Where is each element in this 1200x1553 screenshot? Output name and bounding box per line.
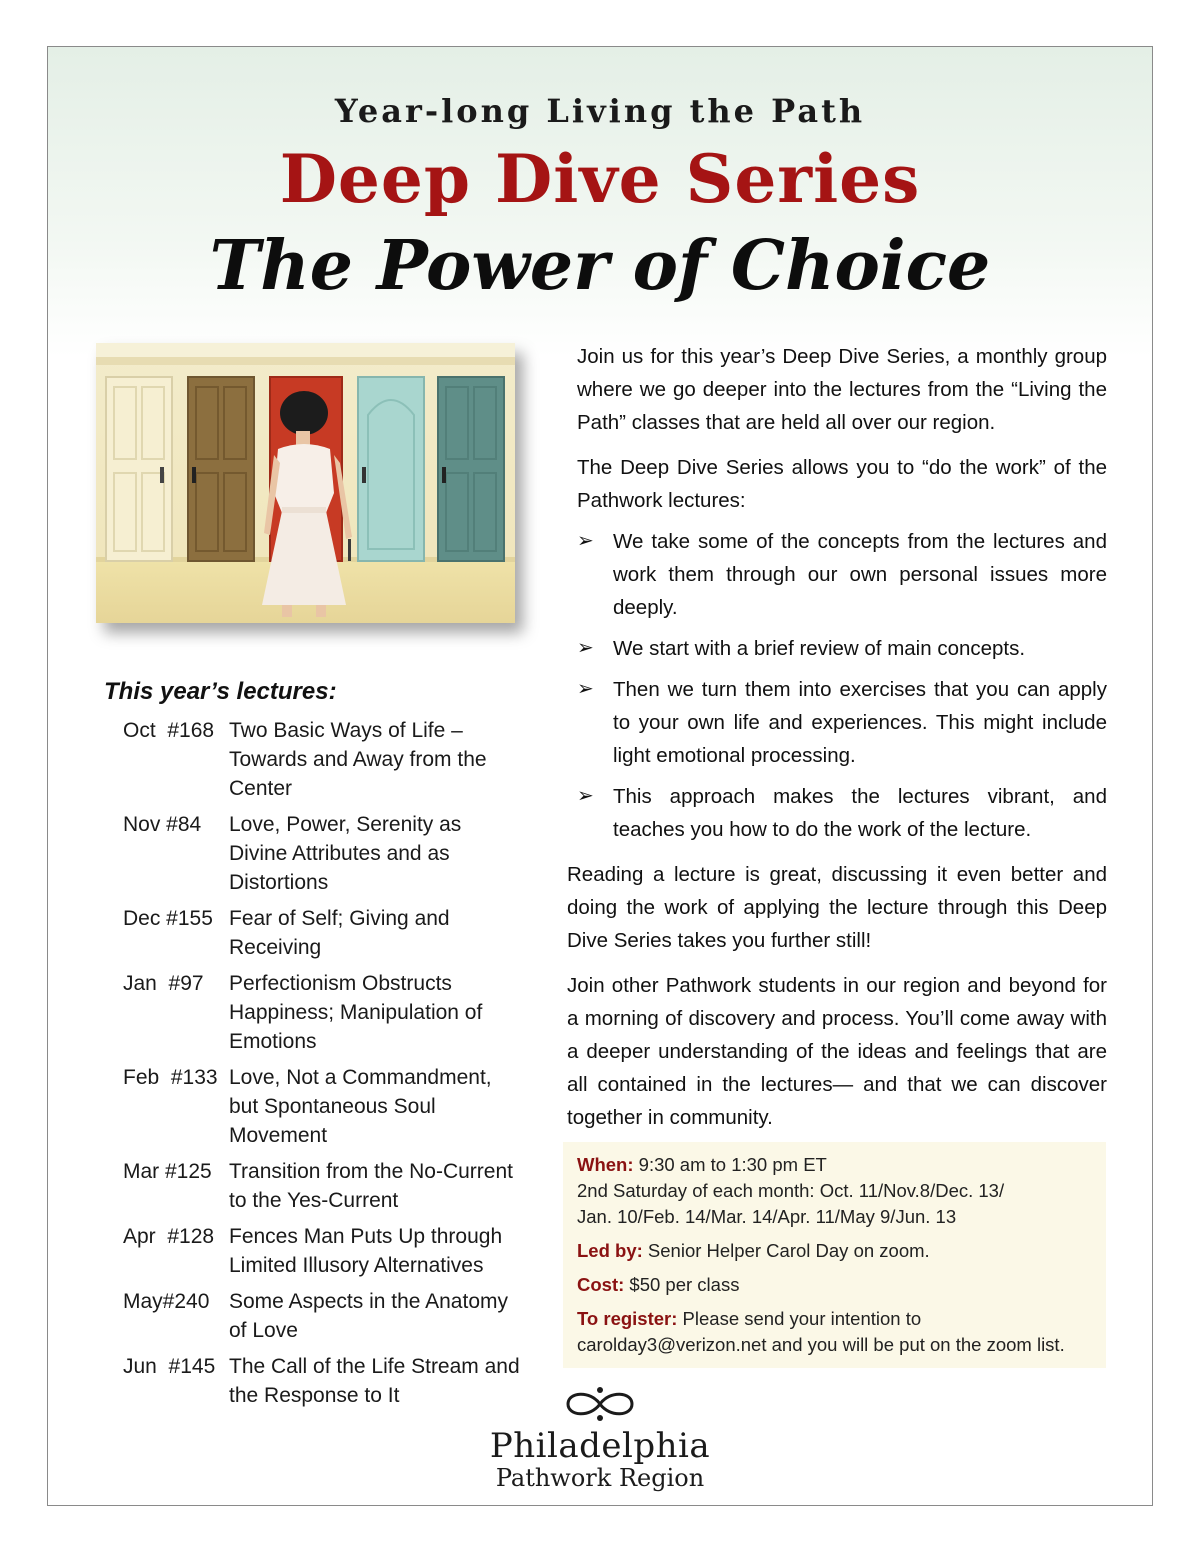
lecture-title: Two Basic Ways of Life – Towards and Away from the Center [229, 719, 487, 800]
lecture-code: Oct #168 [123, 719, 215, 742]
intro-paragraph: Join us for this year’s Deep Dive Series, a monthly group where we go deeper into the lectures from the “Living the Path” classes that are held all over our region. [577, 345, 1107, 434]
bullet-item [577, 632, 1107, 665]
lecture-item [123, 716, 523, 803]
lecture-title: Fences Man Puts Up through Limited Illusory Alternatives [229, 1225, 503, 1277]
lecture-item [123, 1063, 523, 1150]
led-label: Led by: [577, 1240, 643, 1261]
allows-paragraph: The Deep Dive Series allows you to “do the work” of the Pathwork lectures: [577, 456, 1107, 512]
bullet-text: We take some of the concepts from the lectures and work them through our own personal issues more deeply. [613, 530, 1107, 619]
arrow-bullet-icon: ➢ [577, 637, 594, 659]
lecture-title: Fear of Self; Giving and Receiving [229, 907, 450, 959]
lecture-code: Jun #145 [123, 1355, 216, 1378]
join-paragraph: Join other Pathwork students in our region and beyond for a morning of discovery and process. You’ll come away with a deeper understanding of the ideas and feelings that are all contained in the lectures— and that we can discover together in community. [567, 974, 1107, 1129]
series-kicker: Year-long Living the Path [334, 92, 866, 130]
cost-label: Cost: [577, 1274, 625, 1295]
lecture-title: The Call of the Life Stream and the Response to It [229, 1355, 520, 1407]
lecture-code: Dec #155 [123, 907, 213, 930]
bullet-item [577, 673, 1107, 772]
arrow-bullet-icon: ➢ [577, 785, 594, 807]
infinity-logo-icon [560, 1384, 640, 1424]
lecture-title: Love, Power, Serenity as Divine Attributes and as Distortions [229, 813, 462, 894]
lecture-item [123, 1157, 523, 1215]
doors-photo [96, 343, 515, 623]
logo-name: Philadelphia [489, 1426, 711, 1466]
arrow-bullet-icon: ➢ [577, 530, 594, 552]
lecture-item [123, 969, 523, 1056]
lecture-code: Feb #133 [123, 1066, 218, 1089]
cost-value: $50 per class [629, 1274, 740, 1295]
lecture-code: Apr #128 [123, 1225, 215, 1248]
lecture-title: Perfectionism Obstructs Happiness; Manipulation of Emotions [229, 972, 483, 1053]
lecture-item [123, 1352, 523, 1410]
led-value: Senior Helper Carol Day on zoom. [647, 1240, 930, 1261]
lecture-item [123, 904, 523, 962]
page-title: Deep Dive Series [279, 140, 921, 218]
lecture-item [123, 810, 523, 897]
lecture-code: Mar #125 [123, 1160, 212, 1183]
event-info-box [563, 1142, 1106, 1368]
cost-row [577, 1272, 1092, 1298]
bullet-item [577, 525, 1107, 624]
register-value: Please send your intention to [682, 1308, 922, 1329]
lectures-list [123, 716, 523, 1417]
register-row [577, 1306, 1092, 1358]
lecture-title: Love, Not a Commandment, but Spontaneous Soul Movement [229, 1066, 492, 1147]
lecture-title: Transition from the No-Current to the Yes-Current [229, 1160, 513, 1212]
when-value: 9:30 am to 1:30 pm ET [638, 1154, 827, 1175]
page-subtitle: The Power of Choice [209, 226, 991, 306]
bullet-text: Then we turn them into exercises that you can apply to your own life and experiences. This might include light emotional processing. [613, 678, 1107, 767]
arrow-bullet-icon: ➢ [577, 678, 594, 700]
when-label: When: [577, 1154, 634, 1175]
schedule-line-1: 2nd Saturday of each month: Oct. 11/Nov.8/Dec. 13/ [577, 1180, 1005, 1201]
logo-region: Pathwork Region [495, 1464, 705, 1492]
schedule-line-2: Jan. 10/Feb. 14/Mar. 14/Apr. 11/May 9/Jun. 13 [577, 1206, 957, 1227]
region-logo [470, 1380, 730, 1500]
bullet-text: We start with a brief review of main concepts. [613, 637, 1026, 660]
register-email-line: carolday3@verizon.net and you will be put on the zoom list. [577, 1334, 1065, 1355]
bullet-item [577, 780, 1107, 846]
lecture-code: May#240 [123, 1290, 210, 1313]
lectures-heading: This year’s lectures: [104, 678, 337, 705]
reading-paragraph: Reading a lecture is great, discussing it even better and doing the work of applying the lecture through this Deep Dive Series takes you further still! [567, 863, 1107, 952]
led-row [577, 1238, 1092, 1264]
lecture-code: Jan #97 [123, 972, 204, 995]
when-row [577, 1152, 1092, 1230]
description-body [567, 340, 1107, 1146]
lecture-title: Some Aspects in the Anatomy of Love [229, 1290, 508, 1342]
bullet-list [577, 525, 1107, 846]
bullet-text: This approach makes the lectures vibrant, and teaches you how to do the work of the lecture. [613, 785, 1107, 841]
register-label: To register: [577, 1308, 678, 1329]
lecture-item [123, 1222, 523, 1280]
lecture-code: Nov #84 [123, 813, 202, 836]
lecture-item [123, 1287, 523, 1345]
